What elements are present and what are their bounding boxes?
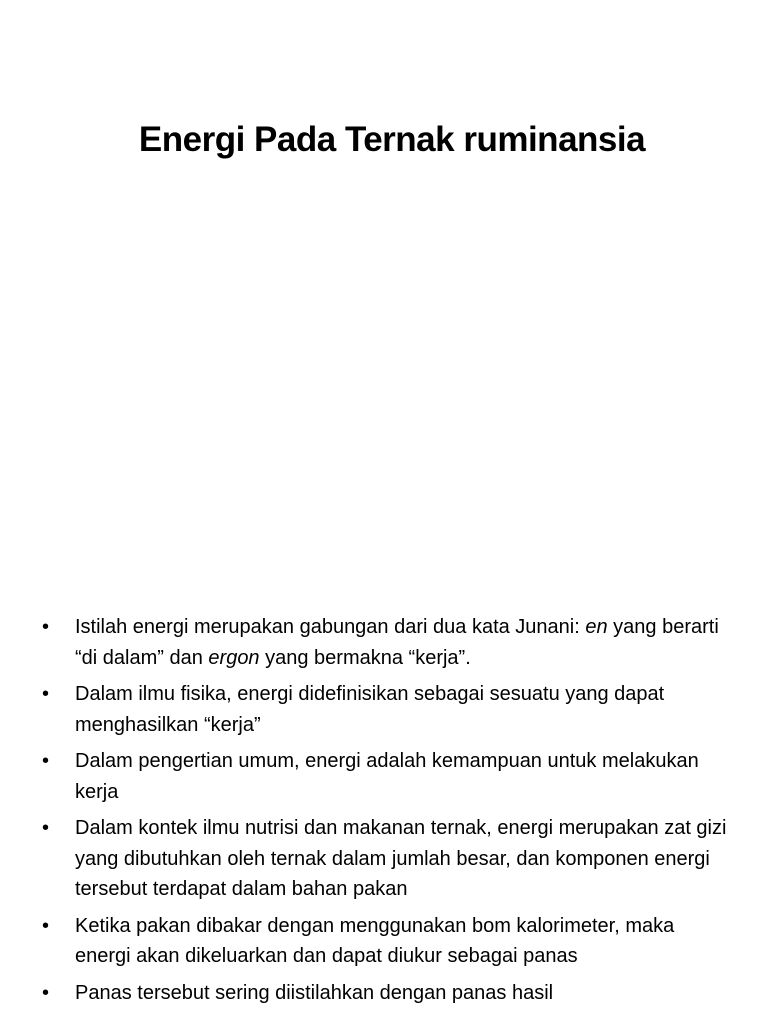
- bullet-item: [42, 612, 732, 673]
- bullet-text: Panas tersebut sering diistilahkan dengan panas hasil: [75, 981, 554, 1004]
- bullet-text-italic: ergon: [208, 646, 260, 669]
- bullet-text: Ketika pakan dibakar dengan menggunakan bom kalorimeter, maka energi akan dikeluarkan dan dapat diukur sebagai panas: [75, 914, 675, 967]
- bullet-item: [42, 746, 732, 807]
- slide-title: Energi Pada Ternak ruminansia: [138, 120, 646, 160]
- bullet-item: [42, 679, 732, 740]
- bullet-marker: •: [42, 817, 50, 839]
- bullet-list: [42, 612, 732, 1014]
- bullet-marker: •: [42, 683, 50, 705]
- bullet-text: Istilah energi merupakan gabungan dari dua kata Junani:: [75, 616, 586, 638]
- bullet-text: yang bermakna “kerja”.: [259, 646, 471, 669]
- bullet-text-italic: en: [585, 616, 608, 638]
- bullet-marker: •: [42, 914, 50, 937]
- bullet-text: yang berarti “di dalam” dan: [75, 616, 719, 669]
- bullet-marker: •: [42, 616, 50, 638]
- bullet-text: Dalam pengertian umum, energi adalah kemampuan untuk melakukan kerja: [75, 750, 699, 803]
- bullet-text: Dalam ilmu fisika, energi didefinisikan sebagai sesuatu yang dapat menghasilkan “kerja”: [75, 683, 665, 736]
- bullet-item: [42, 911, 732, 972]
- bullet-marker: •: [42, 750, 50, 772]
- bullet-item: [42, 813, 732, 905]
- bullet-text: Dalam kontek ilmu nutrisi dan makanan ternak, energi merupakan zat gizi yang dibutuhkan oleh ternak dalam jumlah besar, dan komponen energi tersebut terdapat dalam bahan pakan: [75, 817, 727, 900]
- bullet-item: [42, 978, 732, 1009]
- bullet-marker: •: [42, 981, 50, 1004]
